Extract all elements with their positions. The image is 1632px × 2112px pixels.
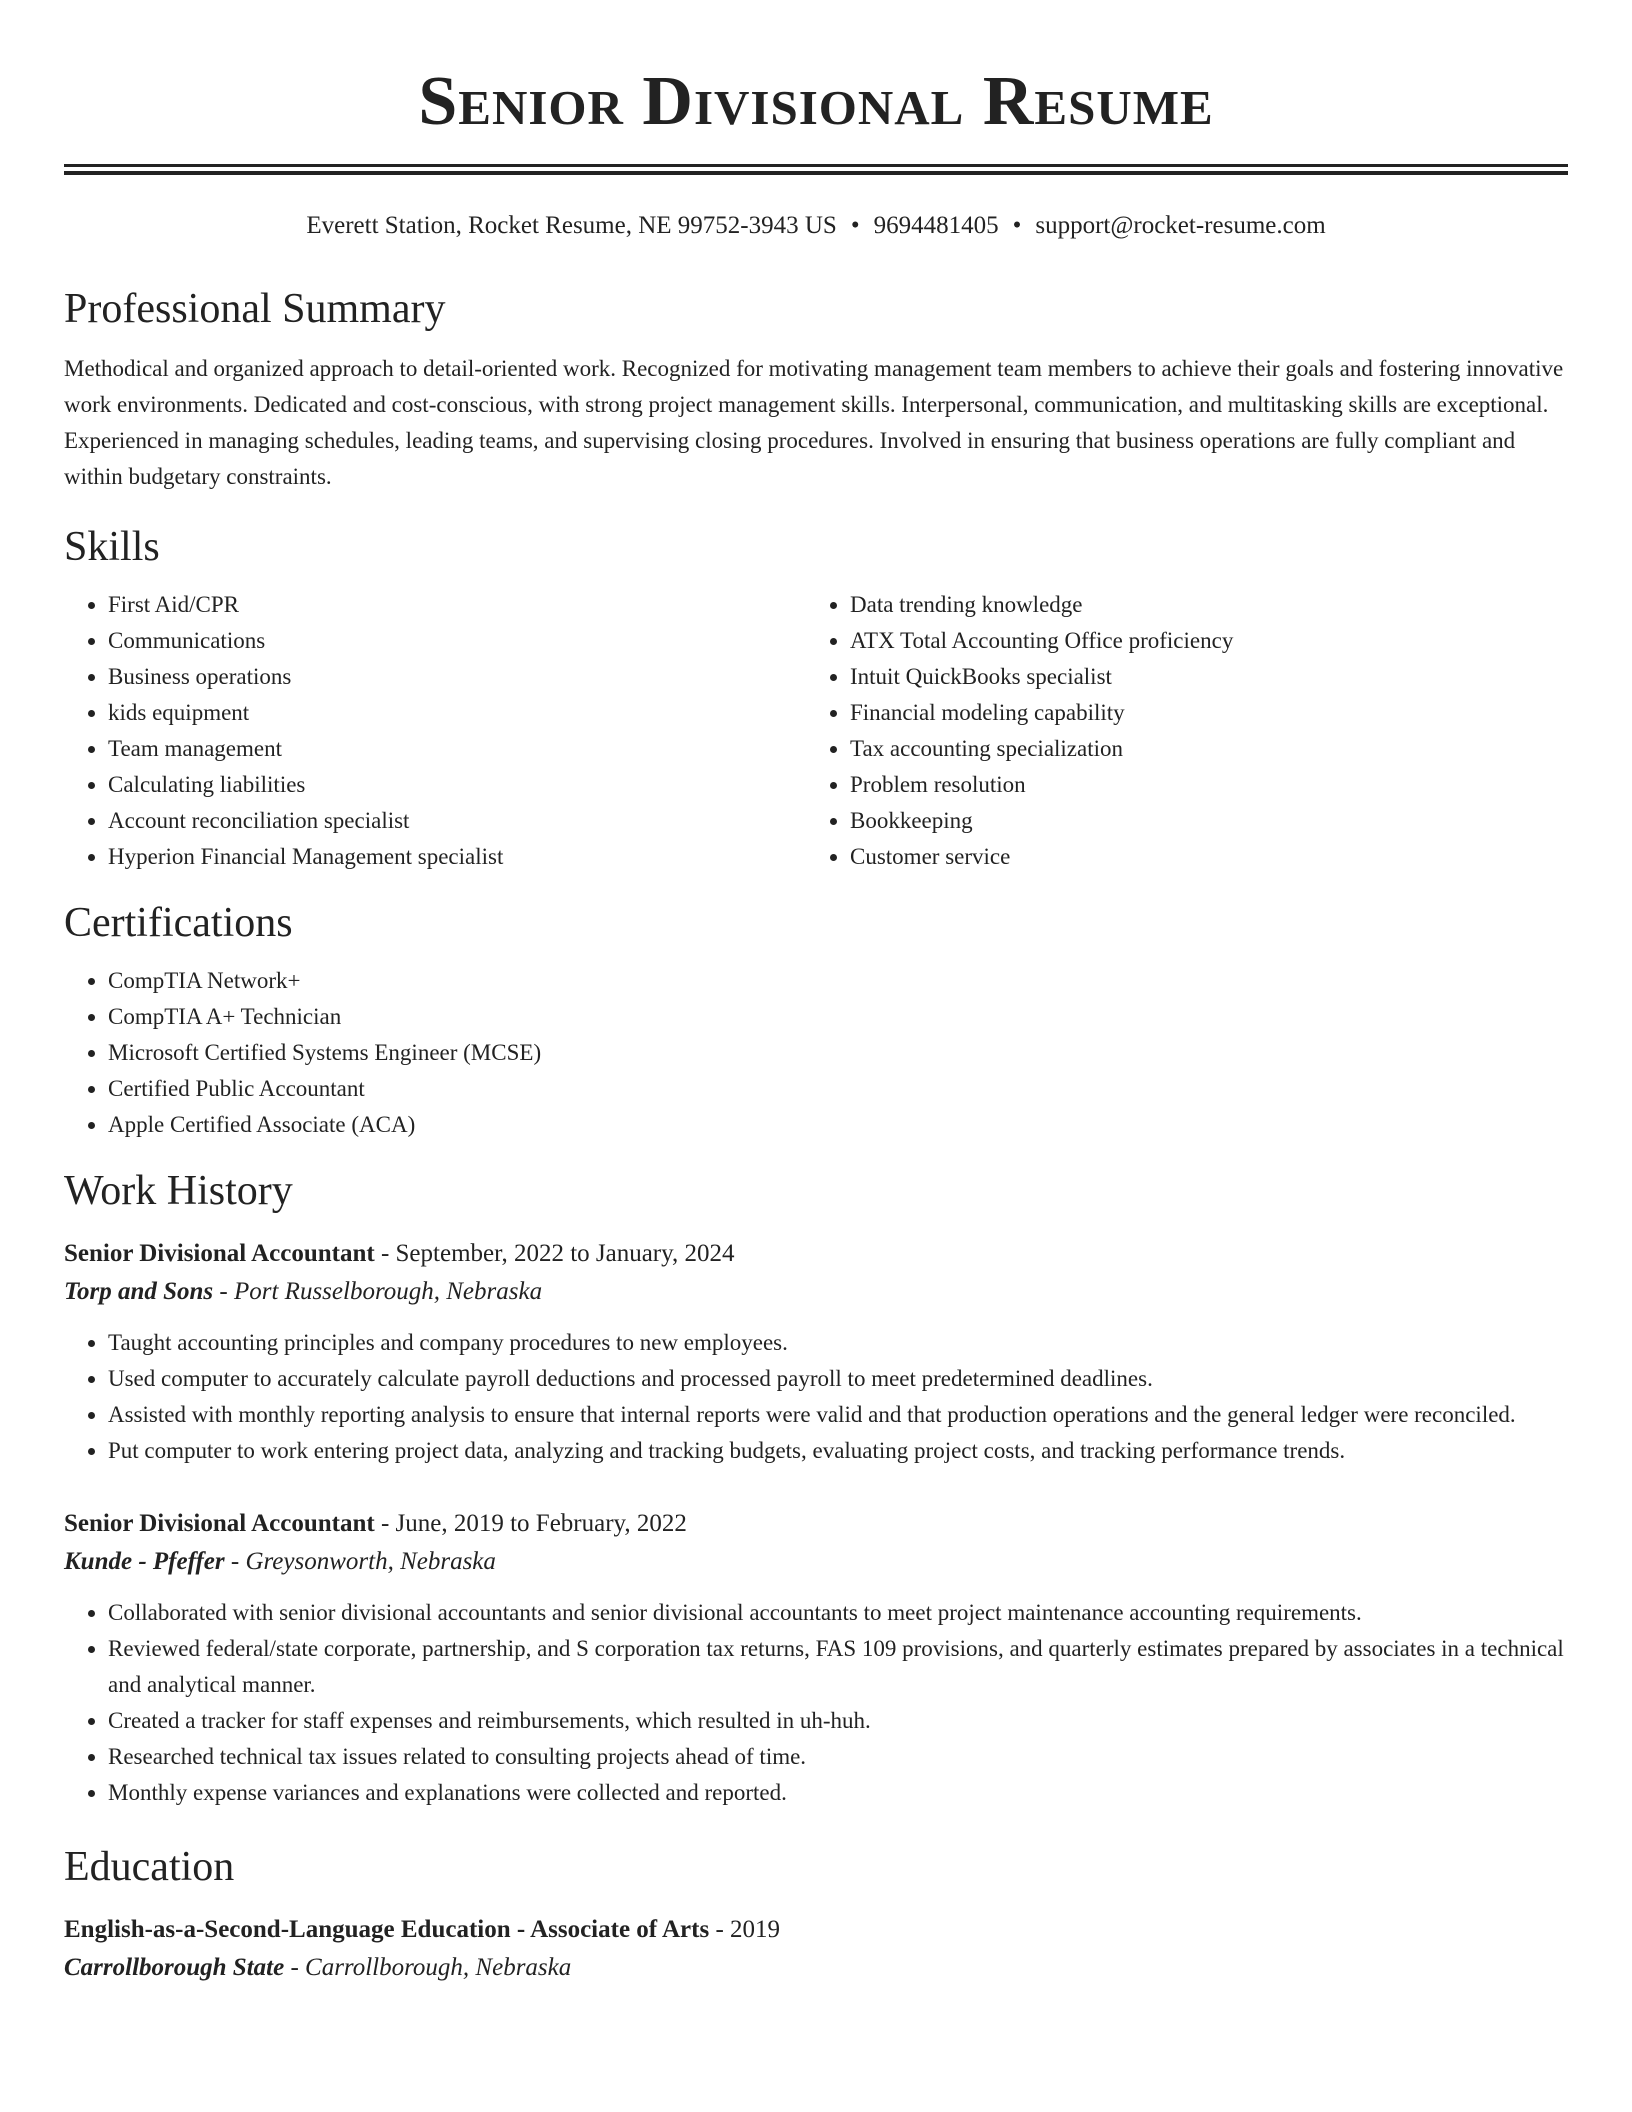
section-heading-skills: Skills: [64, 524, 160, 570]
skill-item: • Intuit QuickBooks specialist: [850, 659, 1548, 695]
employer-location: Greysonworth, Nebraska: [245, 1548, 496, 1575]
degree-line: [64, 1911, 1568, 1949]
school-line: [64, 1949, 1568, 1987]
section-heading-certifications: Certifications: [64, 900, 293, 946]
job-dash: -: [374, 1510, 396, 1537]
job-bullet: • Collaborated with senior divisional accountants and senior divisional accountants to meet project maintenance accounting requirements.: [108, 1595, 1568, 1631]
skill-item: • Problem resolution: [850, 767, 1548, 803]
section-heading-work-history: Work History: [64, 1168, 293, 1214]
skills-column-left: [64, 587, 806, 875]
certifications-list: [64, 963, 1568, 1143]
employer-line: [64, 1543, 1568, 1581]
job-bullet: • Put computer to work entering project data, analyzing and tracking budgets, evaluating project costs, and tracking performance trends.: [108, 1433, 1568, 1469]
school-dash: -: [284, 1954, 306, 1981]
section-heading-education: Education: [64, 1844, 235, 1890]
skill-item: • Bookkeeping: [850, 803, 1548, 839]
contact-email: support@rocket-resume.com: [1035, 212, 1326, 239]
contact-address: Everett Station, Rocket Resume, NE 99752-3943 US: [306, 212, 837, 239]
resume-title: Senior Divisional Resume: [418, 63, 1214, 140]
job-bullet: • Reviewed federal/state corporate, partnership, and S corporation tax returns, FAS 109 provisions, and quarterly estimates prepared by associates in a technical and analytical manner.: [108, 1631, 1568, 1703]
employer-name: Torp and Sons: [64, 1278, 214, 1305]
degree-year: 2019: [730, 1916, 781, 1943]
contact-separator: •: [1012, 212, 1022, 239]
job-bullet: • Assisted with monthly reporting analysis to ensure that internal reports were valid and that production operations and the general ledger were reconciled.: [108, 1397, 1568, 1433]
skill-item: • Account reconciliation specialist: [108, 803, 806, 839]
skills-list: [64, 587, 1568, 875]
skill-item: • Business operations: [108, 659, 806, 695]
job-title-line: [64, 1505, 1568, 1543]
job-dash: -: [374, 1240, 396, 1267]
skill-item: • First Aid/CPR: [108, 587, 806, 623]
employer-name: Kunde - Pfeffer: [64, 1548, 225, 1575]
skill-item: • Data trending knowledge: [850, 587, 1548, 623]
skill-item: • Communications: [108, 623, 806, 659]
summary-text: Methodical and organized approach to detail-oriented work. Recognized for motivating management team members to achieve their goals and fostering innovative work environments. Dedicated and cost-conscious, with strong project management skills. Interpersonal, communication, and multitasking skills are exceptional. Experienced in managing schedules, leading teams, and supervising closing procedures. Involved in ensuring that business operations are fully compliant and within budgetary constraints.: [64, 356, 1564, 489]
job-title: Senior Divisional Accountant: [64, 1510, 375, 1537]
certification-item: • Certified Public Accountant: [108, 1071, 1568, 1107]
contact-phone: 9694481405: [873, 212, 999, 239]
job-bullet: • Used computer to accurately calculate payroll deductions and processed payroll to meet predetermined deadlines.: [108, 1361, 1568, 1397]
job-dates: June, 2019 to February, 2022: [395, 1510, 687, 1537]
job-bullet: • Monthly expense variances and explanations were collected and reported.: [108, 1775, 1568, 1811]
job-bullets: [64, 1325, 1568, 1469]
degree-name: English-as-a-Second-Language Education - Associate of Arts: [64, 1916, 710, 1943]
job-title: Senior Divisional Accountant: [64, 1240, 375, 1267]
employer-dash: -: [224, 1548, 246, 1575]
education-entry: [64, 1911, 1568, 1987]
skill-item: • Tax accounting specialization: [850, 731, 1548, 767]
skill-item: • Customer service: [850, 839, 1548, 875]
job-dates: September, 2022 to January, 2024: [395, 1240, 735, 1267]
job-entry: [64, 1235, 1568, 1469]
skill-item: • Calculating liabilities: [108, 767, 806, 803]
skills-column-right: [806, 587, 1548, 875]
employer-line: [64, 1273, 1568, 1311]
certification-item: • Microsoft Certified Systems Engineer (MCSE): [108, 1035, 1568, 1071]
certification-item: • Apple Certified Associate (ACA): [108, 1107, 1568, 1143]
job-bullet: • Taught accounting principles and company procedures to new employees.: [108, 1325, 1568, 1361]
certification-item: • CompTIA Network+: [108, 963, 1568, 999]
job-bullets: [64, 1595, 1568, 1811]
job-bullet: • Researched technical tax issues related to consulting projects ahead of time.: [108, 1739, 1568, 1775]
skill-item: • Financial modeling capability: [850, 695, 1548, 731]
school-name: Carrollborough State: [64, 1954, 285, 1981]
school-location: Carrollborough, Nebraska: [305, 1954, 572, 1981]
skill-item: • kids equipment: [108, 695, 806, 731]
skill-item: • Hyperion Financial Management specialist: [108, 839, 806, 875]
job-title-line: [64, 1235, 1568, 1273]
degree-dash: -: [709, 1916, 731, 1943]
contact-line: [64, 209, 1568, 243]
job-bullet: • Created a tracker for staff expenses and reimbursements, which resulted in uh-huh.: [108, 1703, 1568, 1739]
job-entry: [64, 1505, 1568, 1811]
section-heading-summary: Professional Summary: [64, 286, 446, 332]
certification-item: • CompTIA A+ Technician: [108, 999, 1568, 1035]
title-divider: [64, 164, 1568, 175]
skill-item: • ATX Total Accounting Office proficiency: [850, 623, 1548, 659]
employer-location: Port Russelborough, Nebraska: [233, 1278, 543, 1305]
employer-dash: -: [213, 1278, 234, 1305]
contact-separator: •: [850, 212, 860, 239]
skill-item: • Team management: [108, 731, 806, 767]
